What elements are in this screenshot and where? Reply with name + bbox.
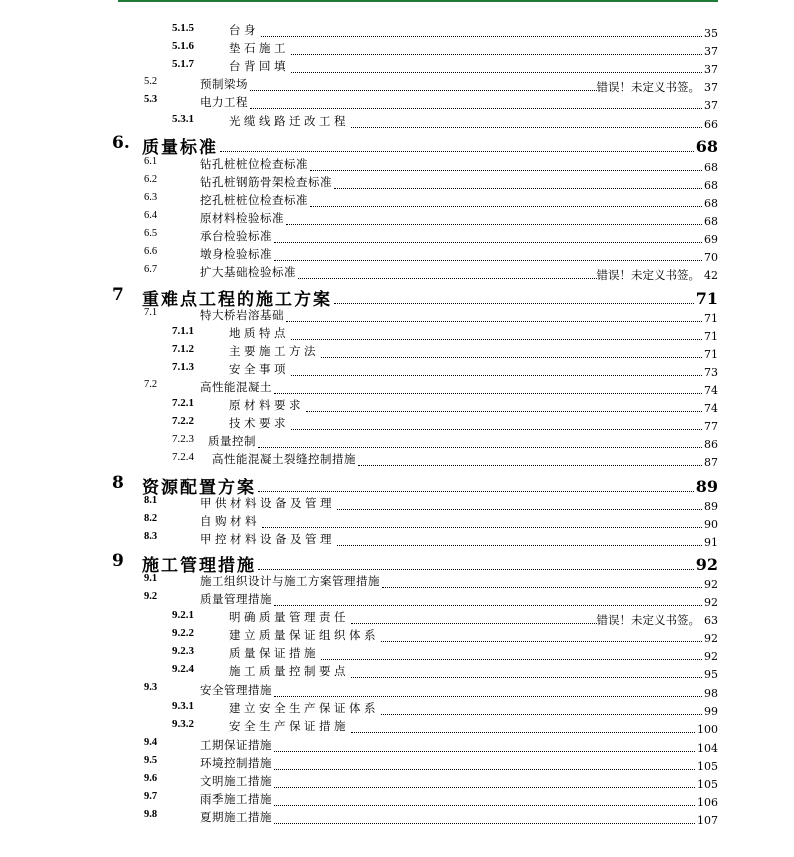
toc-entry-tail [381,627,718,645]
toc-entry-title: 质量管理措施 [200,592,272,606]
toc-entry[interactable] [0,755,794,773]
toc-entry[interactable] [0,573,794,591]
dot-leader [274,737,695,752]
bookmark-error-text: 错误！未定义书签。 [596,80,700,94]
toc-entry-tail [337,531,718,549]
toc-entry-page-number: 87 [704,456,718,469]
toc-entry-number: 9.2.4 [172,663,194,675]
toc-entry[interactable] [0,58,794,76]
toc-entry-title: 扩大基础检验标准 [200,265,296,279]
toc-entry-page-number: 69 [704,233,718,246]
toc-entry-tail [337,495,718,513]
toc-entry-tail [274,682,718,700]
dot-leader [274,591,702,606]
toc-entry-number: 5.3.1 [172,113,194,125]
dot-leader [274,228,702,243]
toc-entry-title: 质量标准 [142,138,218,155]
toc-entry-title: 预制梁场 [200,77,248,91]
toc-entry[interactable] [0,737,794,755]
toc-entry-number: 6.5 [144,228,158,239]
toc-entry[interactable] [0,192,794,210]
toc-entry-number: 9.2.1 [172,609,194,621]
toc-entry-tail [258,551,718,573]
dot-leader [274,791,695,806]
toc-entry-title: 墩身检验标准 [200,247,272,261]
toc-entry-page-number: 95 [704,668,718,681]
toc-entry-page-number: 68 [704,161,718,174]
toc-entry-page-number: 105 [697,760,718,773]
toc-entry-title: 施工质量控制要点 [229,664,349,678]
toc-entry-number: 9.2.3 [172,645,194,657]
toc-entry-tail [358,451,718,469]
toc-entry[interactable] [0,513,794,531]
toc-entry-tail [274,737,718,755]
toc-entry-page-number: 92 [704,632,718,645]
toc-entry-page-number: 68 [704,215,718,228]
toc-entry-number: 6.7 [144,264,158,275]
toc-entry[interactable] [0,627,794,645]
dot-leader [250,76,597,91]
toc-entry-title: 资源配置方案 [142,478,256,495]
toc-entry-tail [306,397,718,415]
dot-leader [381,627,702,642]
toc-entry[interactable] [0,264,794,282]
dot-leader [351,609,597,624]
toc-entry[interactable] [0,645,794,663]
toc-entry-page-number: 71 [704,312,718,325]
toc-entry-tail [351,609,718,627]
dot-leader [382,573,702,588]
toc-entry-title: 安全管理措施 [200,683,272,697]
toc-entry-tail [274,228,718,246]
dot-leader [261,22,702,37]
toc-entry-number: 6.3 [144,192,158,203]
toc-entry-number: 6. [112,133,130,153]
toc-entry-title: 质量保证措施 [229,646,319,660]
toc-entry-number: 7.2 [144,379,158,390]
toc-entry-number: 5.3 [144,94,158,105]
toc-entry-tail [351,113,718,131]
toc-entry-page-number: 37 [704,63,718,76]
toc-entry[interactable] [0,361,794,379]
toc-entry-page-number: 106 [697,796,718,809]
toc-entry-page-number: 68 [704,197,718,210]
toc-entry-title: 技术要求 [229,416,289,430]
toc-entry-number: 9.8 [144,809,158,820]
toc-entry-tail [258,433,718,451]
toc-entry[interactable] [0,809,794,827]
toc-entry-number: 9.3 [144,682,158,693]
toc-entry[interactable] [0,156,794,174]
dot-leader [274,773,695,788]
toc-entry[interactable] [0,473,794,495]
toc-entry-page-number: 105 [697,778,718,791]
toc-entry[interactable] [0,343,794,361]
toc-entry-title: 甲供材料设备及管理 [200,496,335,510]
dot-leader [220,133,694,152]
toc-entry-title: 明确质量管理责任 [229,610,349,624]
toc-entry[interactable] [0,451,794,469]
toc-entry-tail [351,663,718,681]
toc-entry-number: 9.6 [144,773,158,784]
toc-entry-tail [334,285,718,307]
toc-entry-tail [274,791,718,809]
toc-entry-tail [258,473,718,495]
toc-entry-tail [382,573,718,591]
toc-entry-title: 施工管理措施 [142,556,256,573]
toc-entry[interactable] [0,397,794,415]
toc-entry-title: 安全事项 [229,362,289,376]
toc-entry-title: 原材料要求 [229,398,304,412]
bookmark-error-text: 错误！未定义书签。 [596,613,700,627]
toc-entry-page-number: 104 [697,742,718,755]
toc-entry[interactable] [0,76,794,94]
dot-leader [337,495,702,510]
toc-entry-title: 高性能混凝土 [200,380,272,394]
toc-entry-page-number: 98 [704,687,718,700]
dot-leader [291,325,702,340]
toc-entry-tail [298,264,718,282]
dot-leader [274,246,702,261]
dot-leader [291,361,702,376]
toc-entry[interactable] [0,663,794,681]
toc-entry-title: 地质特点 [229,326,289,340]
toc-entry-page-number: 68 [704,179,718,192]
toc-entry[interactable] [0,495,794,513]
dot-leader [306,397,702,412]
toc-entry[interactable] [0,325,794,343]
dot-leader [274,755,695,770]
toc-entry-number: 5.1.7 [172,58,194,70]
toc-entry-number: 9 [112,551,124,571]
toc-entry-tail [274,809,718,827]
toc-entry[interactable] [0,773,794,791]
toc-entry-number: 7.2.3 [172,433,194,445]
toc-entry[interactable] [0,682,794,700]
toc-entry-page-number: 86 [704,438,718,451]
dot-leader [298,264,597,279]
toc-entry-page-number: 89 [695,477,718,495]
toc-entry-title: 重难点工程的施工方案 [142,290,332,307]
toc-entry-page-number: 37 [704,99,718,112]
toc-entry-title: 雨季施工措施 [200,792,272,806]
toc-entry-number: 6.6 [144,246,158,257]
toc-entry-title: 高性能混凝土裂缝控制措施 [212,452,356,466]
dot-leader [258,473,694,492]
dot-leader [291,40,702,55]
dot-leader [250,94,702,109]
toc-entry-tail [250,76,718,94]
toc-entry[interactable] [0,285,794,307]
toc-entry-title: 建立质量保证组织体系 [229,628,379,642]
toc-entry-page-number: 68 [695,137,718,155]
toc-entry-tail [381,700,718,718]
toc-entry-tail [291,415,718,433]
toc-entry-page-number: 77 [704,420,718,433]
toc-entry-number: 6.4 [144,210,158,221]
dot-leader [291,415,702,430]
dot-leader [321,343,702,358]
toc-entry-number: 9.3.1 [172,700,194,712]
toc-entry-title: 台背回填 [229,59,289,73]
toc-entry[interactable] [0,174,794,192]
toc-entry-number: 5.2 [144,76,158,87]
dot-leader [274,809,695,824]
dot-leader [274,379,702,394]
dot-leader [258,433,702,448]
toc-entry-number: 7.1.3 [172,361,194,373]
dot-leader [351,718,695,733]
toc-entry-title: 安全生产保证措施 [229,719,349,733]
toc-entry-title: 工期保证措施 [200,738,272,752]
toc-entry-title: 甲控材料设备及管理 [200,532,335,546]
toc-entry-page-number: 91 [704,536,718,549]
toc-entry[interactable] [0,609,794,627]
toc-entry-number: 7.2.4 [172,451,194,463]
toc-entry[interactable] [0,551,794,573]
toc-entry[interactable] [0,591,794,609]
toc-entry-tail [291,361,718,379]
toc-entry-page-number: 89 [704,500,718,513]
toc-entry-tail [274,773,718,791]
toc-entry-page-number: 99 [704,705,718,718]
toc-entry-title: 光缆线路迁改工程 [229,114,349,128]
toc-entry[interactable] [0,531,794,549]
toc-entry-number: 9.7 [144,791,158,802]
toc-entry[interactable] [0,700,794,718]
toc-entry-page-number: 90 [704,518,718,531]
toc-entry[interactable] [0,228,794,246]
toc-entry-number: 7.1 [144,307,158,318]
toc-entry-title: 自购材料 [200,514,260,528]
toc-entry-page-number: 74 [704,402,718,415]
dot-leader [334,285,694,304]
toc-entry[interactable] [0,210,794,228]
toc-entry-title: 主要施工方法 [229,344,319,358]
toc-entry-page-number: 66 [704,118,718,131]
toc-entry-number: 7.2.1 [172,397,194,409]
toc-entry-tail [310,156,718,174]
toc-entry[interactable] [0,791,794,809]
toc-entry-page-number: 107 [697,814,718,827]
toc-entry-tail [291,58,718,76]
dot-leader [334,174,702,189]
bookmark-error-text: 错误！未定义书签。 [596,268,700,282]
toc-entry-tail [250,94,718,112]
toc-entry-number: 6.1 [144,156,158,167]
toc-entry-title: 原材料检验标准 [200,211,284,225]
toc-entry-page-number: 71 [704,348,718,361]
dot-leader [381,700,702,715]
toc-entry-tail [262,513,718,531]
toc-entry[interactable] [0,433,794,451]
toc-entry-title: 钻孔桩桩位检查标准 [200,157,308,171]
toc-entry-title: 承台检验标准 [200,229,272,243]
dot-leader [351,663,702,678]
toc-entry-tail [351,718,718,736]
toc-entry-number: 9.5 [144,755,158,766]
toc-entry-number: 8 [112,473,124,493]
dot-leader [310,192,702,207]
toc-entry-page-number: 63 [704,614,718,627]
toc-entry-page-number: 71 [704,330,718,343]
toc-entry-page-number: 37 [704,45,718,58]
toc-entry-number: 9.2 [144,591,158,602]
dot-leader [286,307,702,322]
toc-entry-number: 9.2.2 [172,627,194,639]
toc-entry-page-number: 92 [704,650,718,663]
toc-entry-title: 钻孔桩钢筋骨架检查标准 [200,175,332,189]
dot-leader [291,58,702,73]
toc-entry-page-number: 70 [704,251,718,264]
toc-entry-number: 6.2 [144,174,158,185]
toc-entry-number: 9.3.2 [172,718,194,730]
toc-entry-page-number: 92 [704,578,718,591]
toc-entry-number: 8.2 [144,513,158,524]
toc-entry-tail [274,591,718,609]
toc-entry-number: 7.1.1 [172,325,194,337]
dot-leader [358,451,702,466]
toc-entry-tail [274,246,718,264]
toc-entry-tail [261,22,718,40]
toc-entry-tail [291,40,718,58]
toc-entry-title: 环境控制措施 [200,756,272,770]
toc-entry-tail [274,379,718,397]
dot-leader [321,645,702,660]
toc-entry-title: 建立安全生产保证体系 [229,701,379,715]
toc-entry[interactable] [0,246,794,264]
toc-entry-tail [220,133,718,155]
dot-leader [258,551,694,570]
toc-entry-tail [286,307,718,325]
toc-entry-number: 9.4 [144,737,158,748]
toc-entry-number: 7.2.2 [172,415,194,427]
toc-entry-page-number: 74 [704,384,718,397]
toc-entry-number: 9.1 [144,573,158,584]
toc-entry[interactable] [0,133,794,155]
toc-entry-tail [286,210,718,228]
toc-entry-number: 7.1.2 [172,343,194,355]
toc-entry[interactable] [0,718,794,736]
toc-entry-tail [321,645,718,663]
dot-leader [262,513,702,528]
toc-entry-title: 特大桥岩溶基础 [200,308,284,322]
toc-entry-tail [334,174,718,192]
toc-entry-title: 台身 [229,23,259,37]
toc-entry-number: 5.1.6 [172,40,194,52]
toc-entry-page-number: 37 [704,81,718,94]
toc-entry-page-number: 100 [697,723,718,736]
toc-entry-title: 电力工程 [200,95,248,109]
toc-entry-page-number: 92 [704,596,718,609]
dot-leader [337,531,702,546]
toc-entry-number: 5.1.5 [172,22,194,34]
dot-leader [286,210,702,225]
toc-entry-title: 挖孔桩桩位检查标准 [200,193,308,207]
toc-entry-page-number: 92 [695,555,718,573]
toc-entry-title: 质量控制 [208,434,256,448]
toc-entry[interactable] [0,379,794,397]
toc-entry[interactable] [0,113,794,131]
toc-entry-title: 文明施工措施 [200,774,272,788]
toc-entry[interactable] [0,307,794,325]
toc-entry-tail [310,192,718,210]
dot-leader [274,682,702,697]
toc-entry-title: 垫石施工 [229,41,289,55]
toc-entry[interactable] [0,22,794,40]
toc-entry-number: 7 [112,285,124,305]
toc-entry-tail [321,343,718,361]
dot-leader [351,113,702,128]
toc-entry-page-number: 71 [695,289,718,307]
toc-entry-number: 8.3 [144,531,158,542]
toc-entry-number: 8.1 [144,495,158,506]
toc-entry[interactable] [0,40,794,58]
toc-entry-title: 夏期施工措施 [200,810,272,824]
toc-entry-page-number: 35 [704,27,718,40]
toc-entry-tail [274,755,718,773]
toc-entry[interactable] [0,415,794,433]
toc-entry-page-number: 42 [704,269,718,282]
toc-entry[interactable] [0,94,794,112]
toc-entry-page-number: 73 [704,366,718,379]
dot-leader [310,156,702,171]
toc-entry-title: 施工组织设计与施工方案管理措施 [200,574,380,588]
toc-entry-tail [291,325,718,343]
